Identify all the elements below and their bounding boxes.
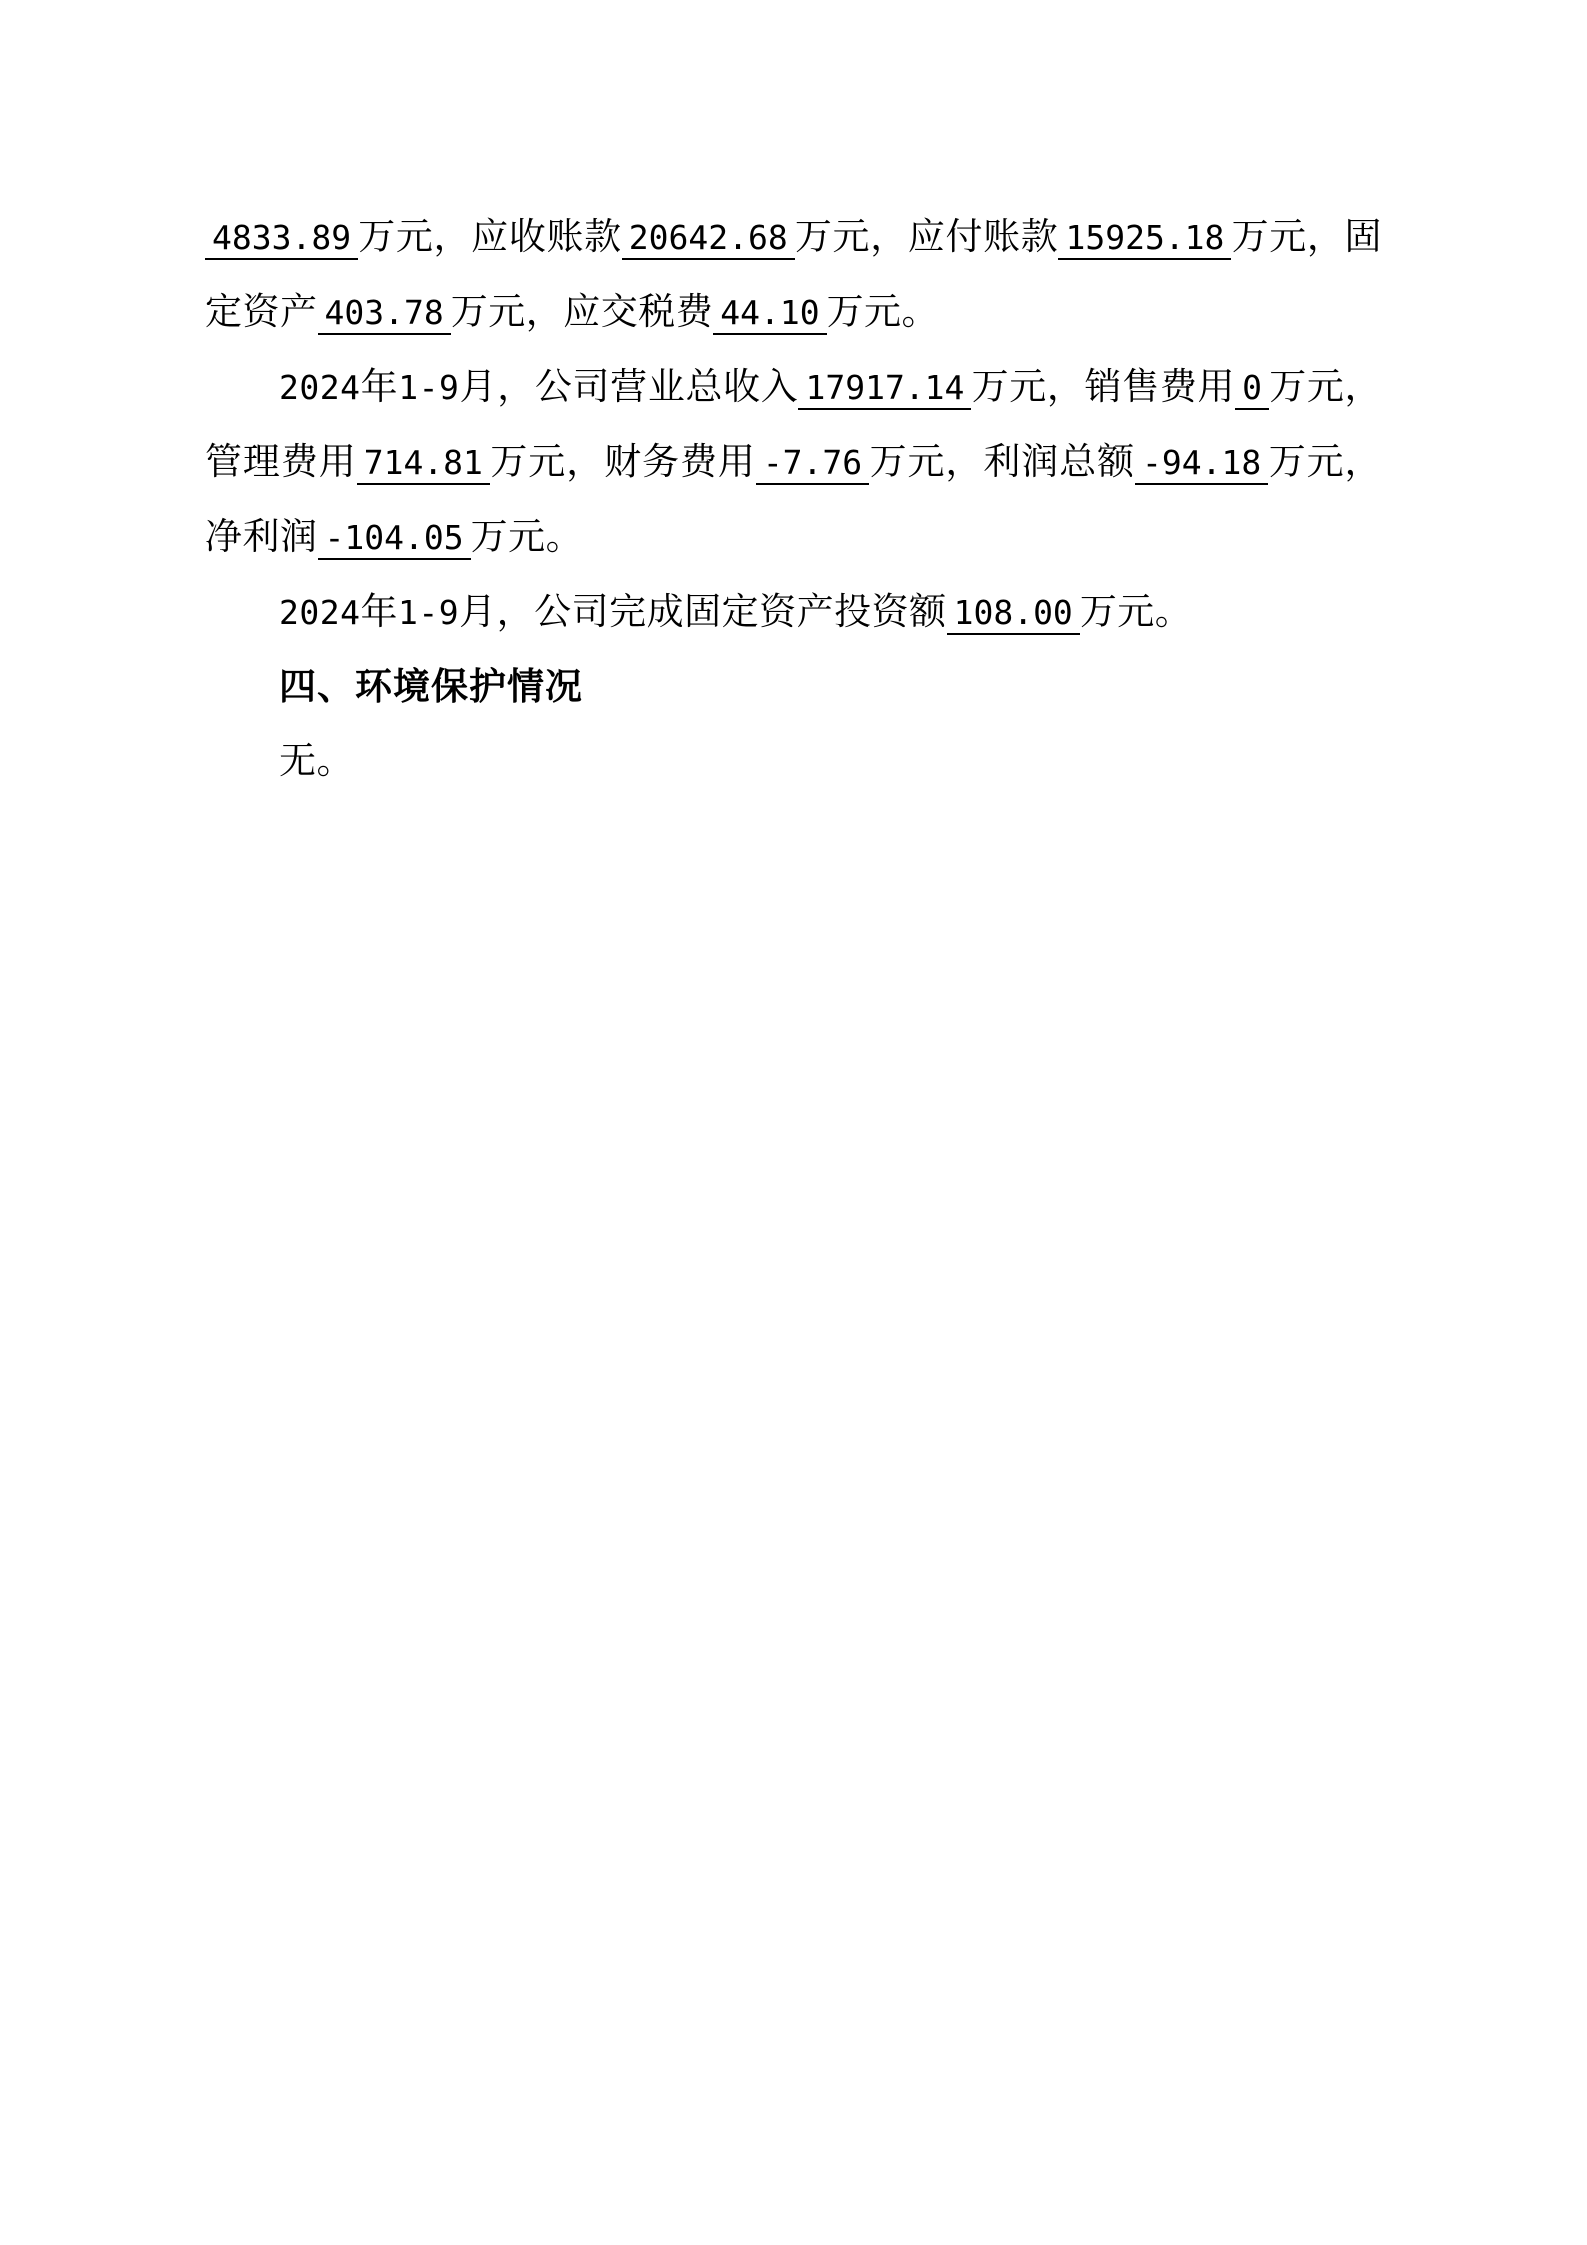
latin-run: 1-9 (398, 368, 460, 407)
underlined-value: -7.76 (756, 443, 869, 485)
text-run: 万元，应交税费 (450, 290, 714, 333)
underlined-value: 15925.18 (1058, 218, 1231, 260)
latin-run: 1-9 (397, 593, 460, 632)
underlined-value: 17917.14 (798, 368, 971, 410)
text-run: 万元，应付账款 (794, 215, 1059, 258)
text-run: 年 (360, 365, 399, 408)
latin-run: 2024 (279, 368, 361, 407)
underlined-value: -104.05 (318, 518, 471, 560)
text-run: 万元，管理费用 (205, 365, 1383, 483)
text-run: 万元，财务费用 (489, 440, 756, 483)
underlined-value: 20642.68 (622, 218, 795, 260)
text-run: 年 (360, 590, 398, 633)
underlined-value: 44.10 (713, 293, 826, 335)
text-run: 万元。 (1079, 590, 1193, 633)
underlined-value: 0 (1235, 368, 1269, 410)
paragraph-income-statement (205, 350, 1382, 575)
underlined-value: -94.18 (1135, 443, 1268, 485)
text-run: 万元，销售费用 (971, 365, 1236, 408)
text-run: 万元，固定资产 (205, 215, 1383, 333)
underlined-value: 108.00 (947, 593, 1080, 635)
text-run: 月，公司营业总收入 (459, 365, 799, 408)
section-heading-environment: 四、环境保护情况 (279, 665, 583, 708)
underlined-value: 403.78 (318, 293, 451, 335)
underlined-value: 4833.89 (205, 218, 358, 260)
text-run: 万元，净利润 (205, 440, 1383, 558)
text-run: 万元。 (826, 290, 940, 333)
latin-run: 2024 (279, 593, 361, 632)
text-run: 万元，利润总额 (869, 440, 1136, 483)
text-run: 万元，应收账款 (358, 215, 622, 258)
section-body-environment: 无。 (279, 739, 354, 782)
paragraph-balance-sheet (205, 200, 1382, 350)
text-run: 万元。 (470, 515, 584, 558)
text-run: 月，公司完成固定资产投资额 (459, 590, 947, 633)
underlined-value: 714.81 (357, 443, 490, 485)
paragraph-fixed-asset-investment (205, 575, 1382, 650)
